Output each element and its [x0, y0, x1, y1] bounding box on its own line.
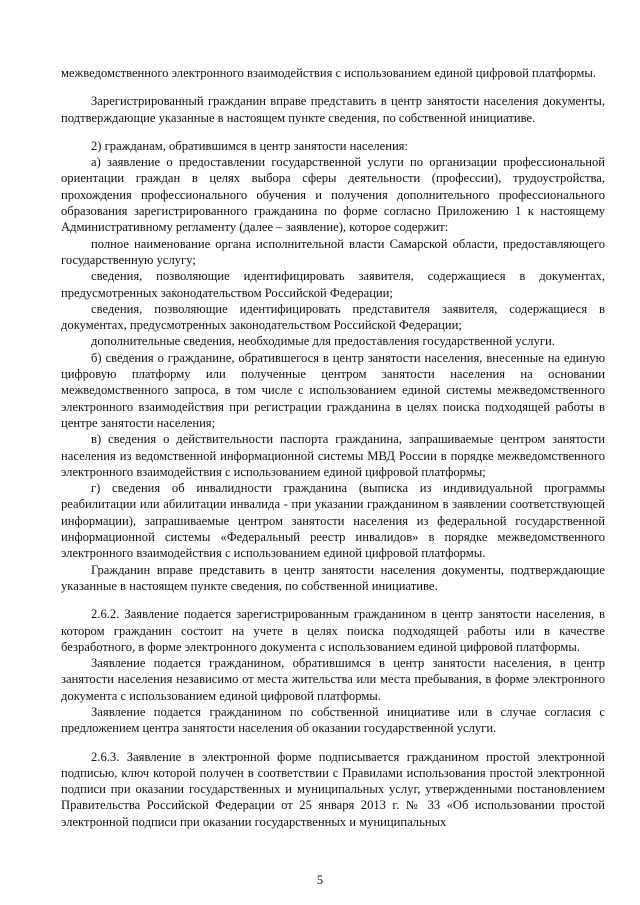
- paragraph: в) сведения о действительности паспорта гражданина, запрашиваемые центром занятости населения из ведомственной информационной системы МВД России в порядке межведомственного электронного взаимодействия с использованием единой цифровой платформы;: [61, 432, 605, 479]
- paragraph: 2.6.2. Заявление подается зарегистрированным гражданином в центр занятости населения, в котором гражданин состоит на учете в целях поиска подходящей работы или в качестве безработного, в форме электронного документа с использованием единой цифровой платформы.: [61, 607, 605, 654]
- paragraph: сведения, позволяющие идентифицировать представителя заявителя, содержащиеся в документах, предусмотренных законодательством Российской Федерации;: [61, 301, 605, 333]
- paragraph: полное наименование органа исполнительной власти Самарской области, предоставляющего государственную услугу;: [61, 236, 605, 267]
- paragraph: а) заявление о предоставлении государственной услуги по организации профессиональной ориентации граждан в целях выбора сферы деятельности (профессии), трудоустройства, прохождения профессионального обучения и получения дополнительного профессионального образования зарегистрированного гражданина по форме согласно Приложению 1 к настоящему Административному регламенту (далее – заявление), которое содержит:: [61, 155, 605, 235]
- paragraph: сведения, позволяющие идентифицировать заявителя, содержащиеся в документах, предусмотренных законодательством Российской Федерации;: [61, 269, 605, 300]
- paragraph: 2.6.3. Заявление в электронной форме подписывается гражданином простой электронной подписью, ключ которой получен в соответствии с Правилами использования простой электронной подписи при оказании государственных и муниципальных услуг, утвержденными постановлением Правительства Российской Федерации от 25 января 2013 г. № 33 «Об использовании простой электронной подписи при оказании государственных и муниципальных: [61, 749, 605, 829]
- paragraph: дополнительные сведения, необходимые для предоставления государственной услуги.: [91, 334, 555, 349]
- paragraph: б) сведения о гражданине, обратившегося в центр занятости населения, внесенные на единую цифровую платформу или полученные центром занятости населения на основании межведомственного запроса, в том числе с использованием единой системы межведомственного электронного взаимодействия при регистрации гражданина в целях поиска подходящей работы в центре занятости населения;: [61, 350, 605, 430]
- document-body: [61, 65, 605, 830]
- paragraph: г) сведения об инвалидности гражданина (выписка из индивидуальной программы реабилитации или абилитации инвалида - при указании гражданином в заявлении соответствующей информации), запрашиваемые центром занятости населения из федеральной государственной информационной системы «Федеральный реестр инвалидов» в порядке межведомственного электронного взаимодействия с использованием единой цифровой платформы.: [61, 481, 605, 561]
- paragraph: межведомственного электронного взаимодействия с использованием единой цифровой платформы.: [61, 66, 596, 80]
- paragraph: Зарегистрированный гражданин вправе представить в центр занятости населения документы, подтверждающие указанные в настоящем пункте сведения, по собственной инициативе.: [61, 94, 605, 125]
- paragraph: Заявление подается гражданином по собственной инициативе или в случае согласия с предложением центра занятости населения об оказании государственной услуги.: [61, 704, 605, 736]
- paragraph: Заявление подается гражданином, обратившимся в центр занятости населения, в центр занятости населения независимо от места жительства или места пребывания, в форме электронного документа с использованием единой цифровой платформы.: [61, 656, 605, 703]
- paragraph: Гражданин вправе представить в центр занятости населения документы, подтверждающие указанные в настоящем пункте сведения, по собственной инициативе.: [61, 562, 605, 593]
- page-number: 5: [316, 873, 324, 887]
- paragraph: 2) гражданам, обратившимся в центр занятости населения:: [91, 138, 408, 153]
